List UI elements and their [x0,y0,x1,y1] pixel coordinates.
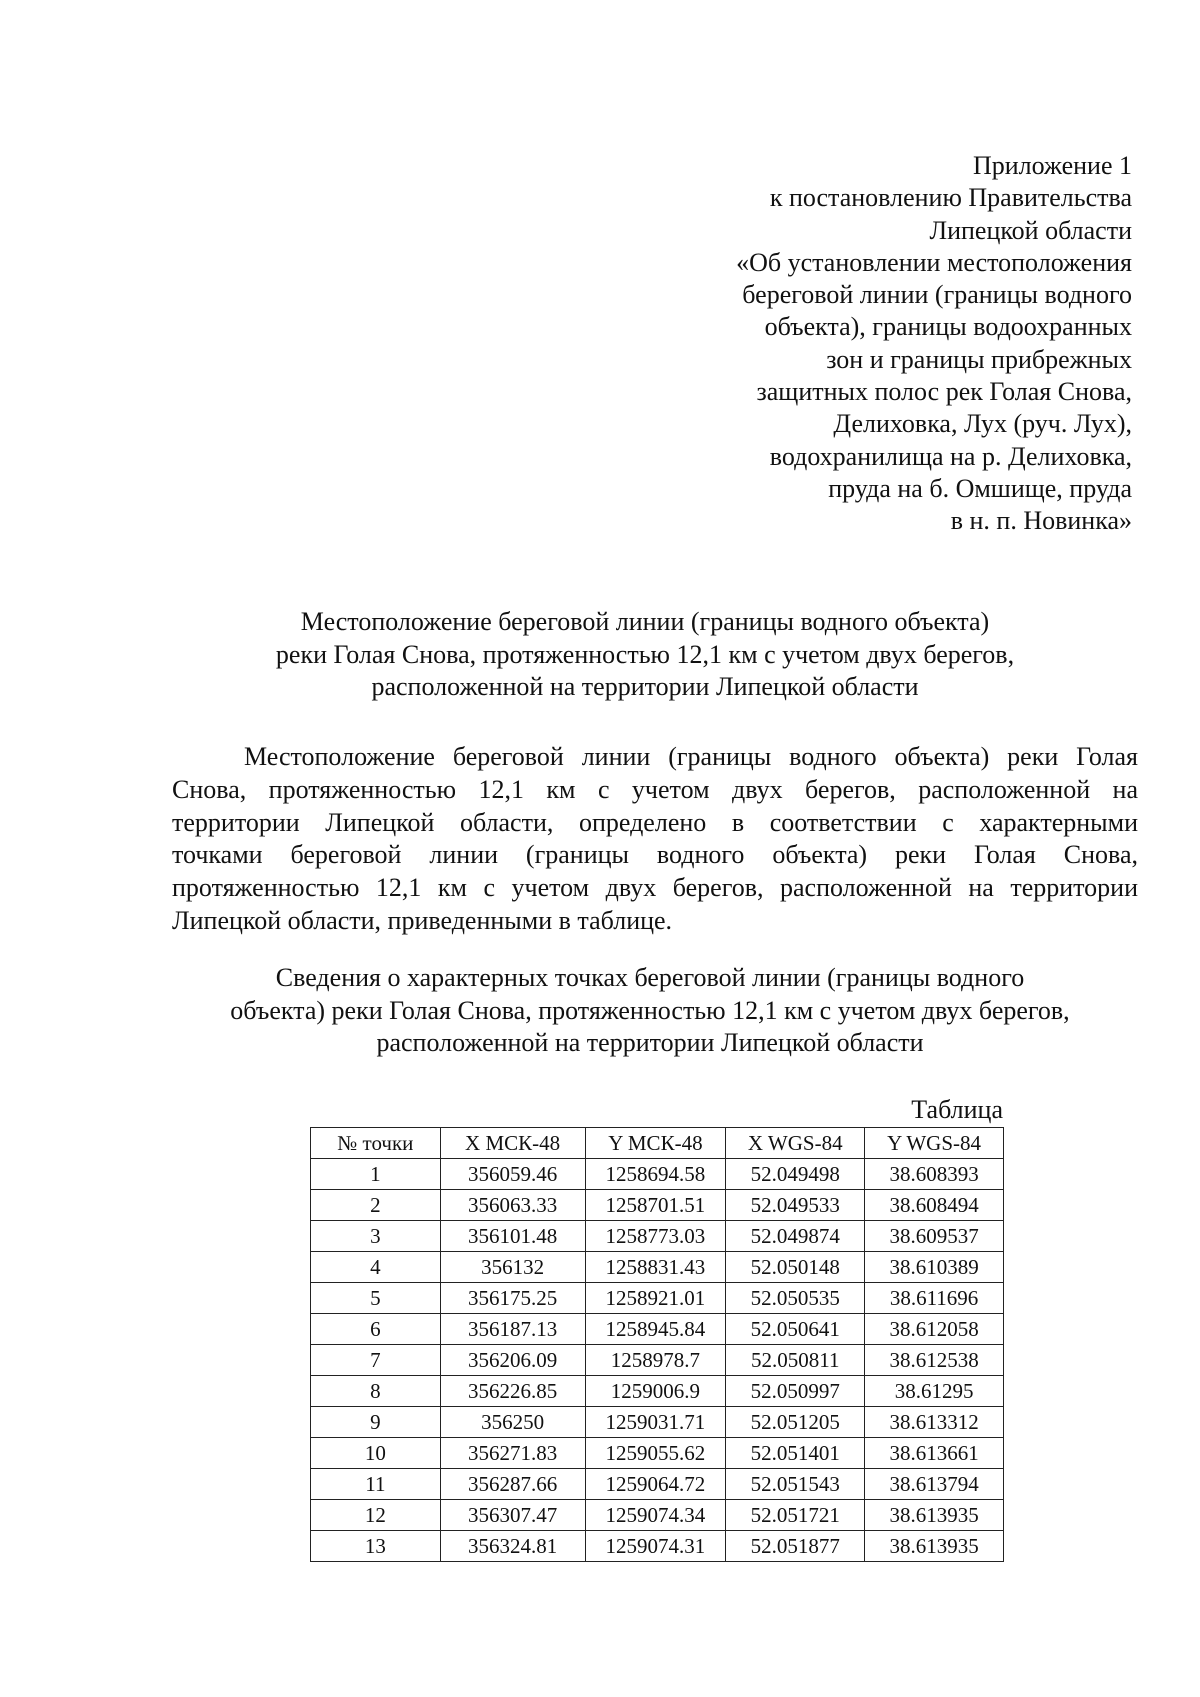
table-row [311,1159,1004,1190]
table-cell: 1259055.62 [585,1438,726,1469]
table-row [311,1531,1004,1562]
table-cell: 356206.09 [440,1345,585,1376]
table-cell: 38.613794 [865,1469,1004,1500]
appendix-line: защитных полос рек Голая Снова, [756,377,1132,407]
table-cell: 1259064.72 [585,1469,726,1500]
paragraph-line: Липецкой области, приведенными в таблице. [172,905,673,935]
appendix-line: зон и границы прибрежных [826,344,1132,374]
table-cell: 7 [311,1345,441,1376]
paragraph-line: территории Липецкой области, определено в соответствии с характерными [172,807,1138,837]
document-heading [160,606,1130,704]
appendix-line: водохранилища на р. Делиховка, [769,441,1132,471]
caption-line: объекта) реки Голая Снова, протяженностью 12,1 км с учетом двух берегов, [230,995,1070,1025]
table-cell: 356307.47 [440,1500,585,1531]
table-cell: 38.610389 [865,1252,1004,1283]
table-cell: 2 [311,1190,441,1221]
table-cell: 38.61295 [865,1376,1004,1407]
header-x-wgs84: X WGS-84 [726,1128,865,1159]
table-cell: 356324.81 [440,1531,585,1562]
table-cell: 8 [311,1376,441,1407]
table-cell: 38.608494 [865,1190,1004,1221]
caption-line: Сведения о характерных точках береговой линии (границы водного [275,963,1025,992]
table-cell: 12 [311,1500,441,1531]
heading-line: расположенной на территории Липецкой области [371,672,919,701]
table-row [311,1190,1004,1221]
table-cell: 1259031.71 [585,1407,726,1438]
header-point-number: № точки [311,1128,441,1159]
table-cell: 356059.46 [440,1159,585,1190]
table-cell: 356250 [440,1407,585,1438]
table-cell: 52.050148 [726,1252,865,1283]
appendix-line: береговой линии (границы водного [742,280,1132,310]
table-cell: 4 [311,1252,441,1283]
table-cell: 1258945.84 [585,1314,726,1345]
table-row [311,1283,1004,1314]
table-caption [180,962,1120,1060]
table-cell: 1258701.51 [585,1190,726,1221]
paragraph-line: точками береговой линии (границы водного объекта) реки Голая Снова, [172,840,1138,870]
table-cell: 11 [311,1469,441,1500]
table-cell: 52.049498 [726,1159,865,1190]
table-cell: 10 [311,1438,441,1469]
table-cell: 52.050641 [726,1314,865,1345]
table-cell: 52.051721 [726,1500,865,1531]
appendix-line: объекта), границы водоохранных [764,312,1132,342]
appendix-line: в н. п. Новинка» [950,506,1132,536]
table-cell: 38.613661 [865,1438,1004,1469]
caption-line: расположенной на территории Липецкой области [376,1028,924,1057]
heading-line: реки Голая Снова, протяженностью 12,1 км с учетом двух берегов, [275,639,1015,669]
table-cell: 1259074.31 [585,1531,726,1562]
appendix-line: к постановлению Правительства [769,183,1132,213]
paragraph-line: протяженностью 12,1 км с учетом двух берегов, расположенной на территории [172,873,1138,903]
appendix-line: Приложение 1 [972,151,1132,180]
table-cell: 6 [311,1314,441,1345]
table-row [311,1407,1004,1438]
table-cell: 1258694.58 [585,1159,726,1190]
heading-line: Местоположение береговой линии (границы водного объекта) [300,607,990,636]
table-body [311,1159,1004,1562]
appendix-line: Липецкой области [929,215,1132,245]
table-cell: 356101.48 [440,1221,585,1252]
table-cell: 38.613312 [865,1407,1004,1438]
table-cell: 38.613935 [865,1531,1004,1562]
header-y-wgs84: Y WGS-84 [865,1128,1004,1159]
table-cell: 356187.13 [440,1314,585,1345]
table-cell: 1258921.01 [585,1283,726,1314]
table-cell: 1259006.9 [585,1376,726,1407]
table-cell: 52.050997 [726,1376,865,1407]
table-cell: 356063.33 [440,1190,585,1221]
header-y-msk48: Y МСК-48 [585,1128,726,1159]
table-header-row [311,1128,1004,1159]
table-cell: 5 [311,1283,441,1314]
table-cell: 52.051205 [726,1407,865,1438]
header-x-msk48: X МСК-48 [440,1128,585,1159]
appendix-header [572,150,1132,538]
appendix-line: пруда на б. Омшище, пруда [828,473,1132,503]
table-cell: 1258978.7 [585,1345,726,1376]
table-cell: 52.049874 [726,1221,865,1252]
table-row [311,1438,1004,1469]
table-cell: 38.611696 [865,1283,1004,1314]
table-cell: 1 [311,1159,441,1190]
table-cell: 38.609537 [865,1221,1004,1252]
appendix-line: Делиховка, Лух (руч. Лух), [833,409,1132,439]
table-cell: 52.051401 [726,1438,865,1469]
table-cell: 38.608393 [865,1159,1004,1190]
table-row [311,1376,1004,1407]
table-cell: 356132 [440,1252,585,1283]
table-cell: 9 [311,1407,441,1438]
table-label: Таблица [911,1095,1003,1124]
table-row [311,1345,1004,1376]
table-cell: 52.050535 [726,1283,865,1314]
table-cell: 1258773.03 [585,1221,726,1252]
table-cell: 38.612058 [865,1314,1004,1345]
coordinates-table [310,1127,1004,1562]
table-row [311,1221,1004,1252]
table-cell: 52.049533 [726,1190,865,1221]
table-row [311,1252,1004,1283]
table-cell: 52.050811 [726,1345,865,1376]
appendix-line: «Об установлении местоположения [736,247,1132,277]
table-cell: 52.051877 [726,1531,865,1562]
table-cell: 356175.25 [440,1283,585,1314]
table-cell: 3 [311,1221,441,1252]
table-cell: 1258831.43 [585,1252,726,1283]
table-cell: 38.612538 [865,1345,1004,1376]
table-cell: 356287.66 [440,1469,585,1500]
table-cell: 52.051543 [726,1469,865,1500]
table-cell: 356226.85 [440,1376,585,1407]
paragraph-line: Местоположение береговой линии (границы водного объекта) реки Голая [244,742,1138,771]
body-paragraph [172,741,1138,938]
paragraph-line: Снова, протяженностью 12,1 км с учетом двух берегов, расположенной на [172,774,1138,804]
table-cell: 13 [311,1531,441,1562]
table-row [311,1469,1004,1500]
table-cell: 1259074.34 [585,1500,726,1531]
table-row [311,1314,1004,1345]
table-row [311,1500,1004,1531]
table-cell: 356271.83 [440,1438,585,1469]
table-cell: 38.613935 [865,1500,1004,1531]
